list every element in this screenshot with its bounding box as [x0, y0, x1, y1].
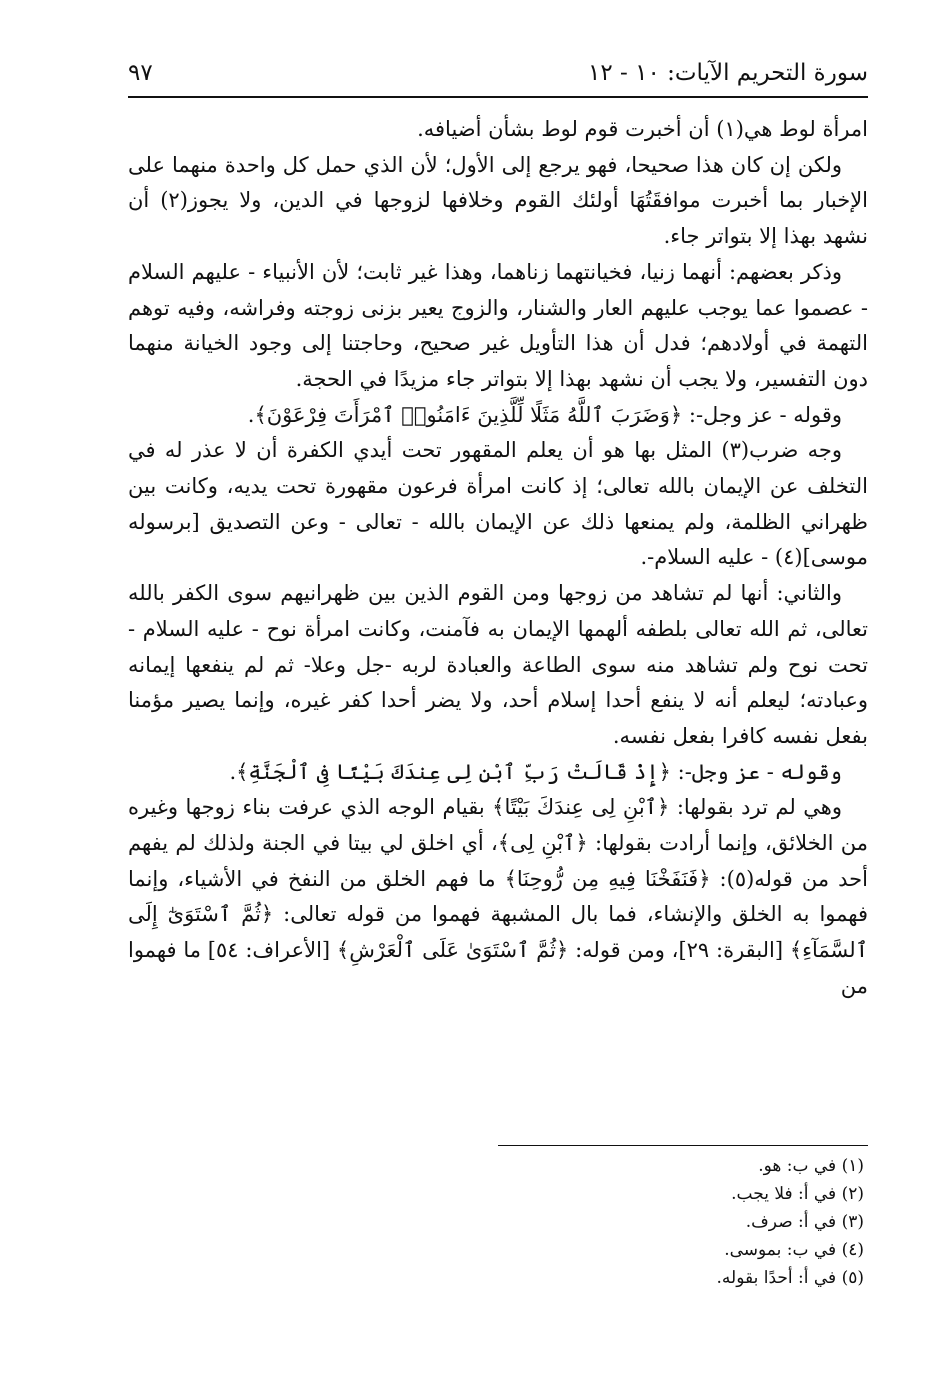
paragraph-3: وذكر بعضهم: أنهما زنيا، فخيانتهما زناهما، وهذا غير ثابت؛ لأن الأنبياء - عليهم السلام - عصموا عما يوجب عليهم العار والشنار، والزوج يعير بزنى زوجته وفراشه، وفيه توهم التهمة في أولادهم؛ فدل أن هذا التأويل غير صحيح، وحاجتنا إلى وجود الخيانة منهما دون التفسير، ولا يجب أن نشهد بهذا إلا بتواتر جاء مزيدًا في الحجة. [128, 259, 868, 391]
paragraph-8: وهي لم ترد بقولها: ﴿ٱبْنِ لِى عِندَكَ بَيْتًا﴾ بقيام الوجه الذي عرفت بناء زوجها وغيره من الخلائق، وإنما أرادت بقولها: ﴿ٱبْنِ لِى﴾، أي اخلق لي بيتا في الجنة ولذلك لم يفهم أحد من قوله(٥): ﴿فَنَفَخْنَا فِيهِ مِن رُّوحِنَا﴾ ما فهم الخلق من النفخ في الأشياء، وإنما فهموا به الخلق والإنشاء، فما بال المشبهة فهموا من قوله تعالى: ﴿ثُمَّ ٱسْتَوَىٰٓ إِلَى ٱلسَّمَآءِ﴾ [البقرة: ٢٩]، ومن قوله: ﴿ثُمَّ ٱسْتَوَىٰ عَلَى ٱلْعَرْشِ﴾ [الأعراف: ٥٤] ما فهموا من [128, 795, 868, 998]
footnote-1: (١) في ب: هو. [758, 1156, 864, 1176]
footnote-4: (٤) في ب: بموسى. [724, 1240, 864, 1260]
paragraph-6: والثاني: أنها لم تشاهد من زوجها ومن القوم الذين بين ظهرانيهم سوى الكفر بالله تعالى، ثم الله تعالى بلطفه ألهمها الإيمان به فآمنت، وكانت امرأة نوح - عليه السلام - تحت نوح ولم تشاهد منه سوى الطاعة والعبادة لربه -جل وعلا- ثم لم ينفعها إيمانه وعبادته؛ ليعلم أنه لا ينفع أحدا إسلام أحد، ولا يضر أحدا كفر غيره، وإنما يصير مؤمنا بفعل نفسه كافرا بفعل نفسه. [128, 581, 868, 748]
header-title: سورة التحريم الآيات: ١٠ - ١٢ [588, 60, 868, 86]
footnote-5: (٥) في أ: أحدًا بقوله. [716, 1268, 864, 1288]
paragraph-7: وقوله - عز وجل-: ﴿إِذْ قَالَتْ رَبِّ ٱبْنِ لِى عِندَكَ بَيْتًا فِى ٱلْجَنَّةِ﴾. [229, 759, 842, 784]
footnote-2: (٢) في أ: فلا يجب. [731, 1184, 864, 1204]
paragraph-4: وقوله - عز وجل-: ﴿وَضَرَبَ ٱللَّهُ مَثَلًا لِّلَّذِينَ ءَامَنُوا۟ ٱمْرَأَتَ فِرْعَوْنَ﴾. [247, 402, 842, 427]
footnotes [480, 1152, 870, 1292]
footnote-3: (٣) في أ: صرف. [745, 1212, 864, 1232]
paragraph-2: ولكن إن كان هذا صحيحا، فهو يرجع إلى الأول؛ لأن الذي حمل كل واحدة منهما على الإخبار بما أخبرت موافقَتُهَا أولئك القوم وخلافها لزوجها في الدين، ولا يجوز(٢) أن نشهد بهذا إلا بتواتر جاء. [128, 152, 869, 249]
running-header [128, 50, 868, 98]
main-text [128, 112, 868, 1005]
page-number: ٩٧ [128, 60, 153, 86]
footnote-separator [498, 1145, 868, 1146]
paragraph-1: امرأة لوط هي(١) أن أخبرت قوم لوط بشأن أضيافه. [417, 117, 868, 141]
paragraph-5: وجه ضرب(٣) المثل بها هو أن يعلم المقهور تحت أيدي الكفرة أن لا عذر له في التخلف عن الإيمان بالله تعالى؛ إذ كانت امرأة فرعون مقهورة تحت يديه، وكانت بين ظهراني الظلمة، ولم يمنعها ذلك عن الإيمان بالله - تعالى - وعن التصديق [برسوله موسى](٤) - عليه السلام-. [128, 438, 868, 570]
